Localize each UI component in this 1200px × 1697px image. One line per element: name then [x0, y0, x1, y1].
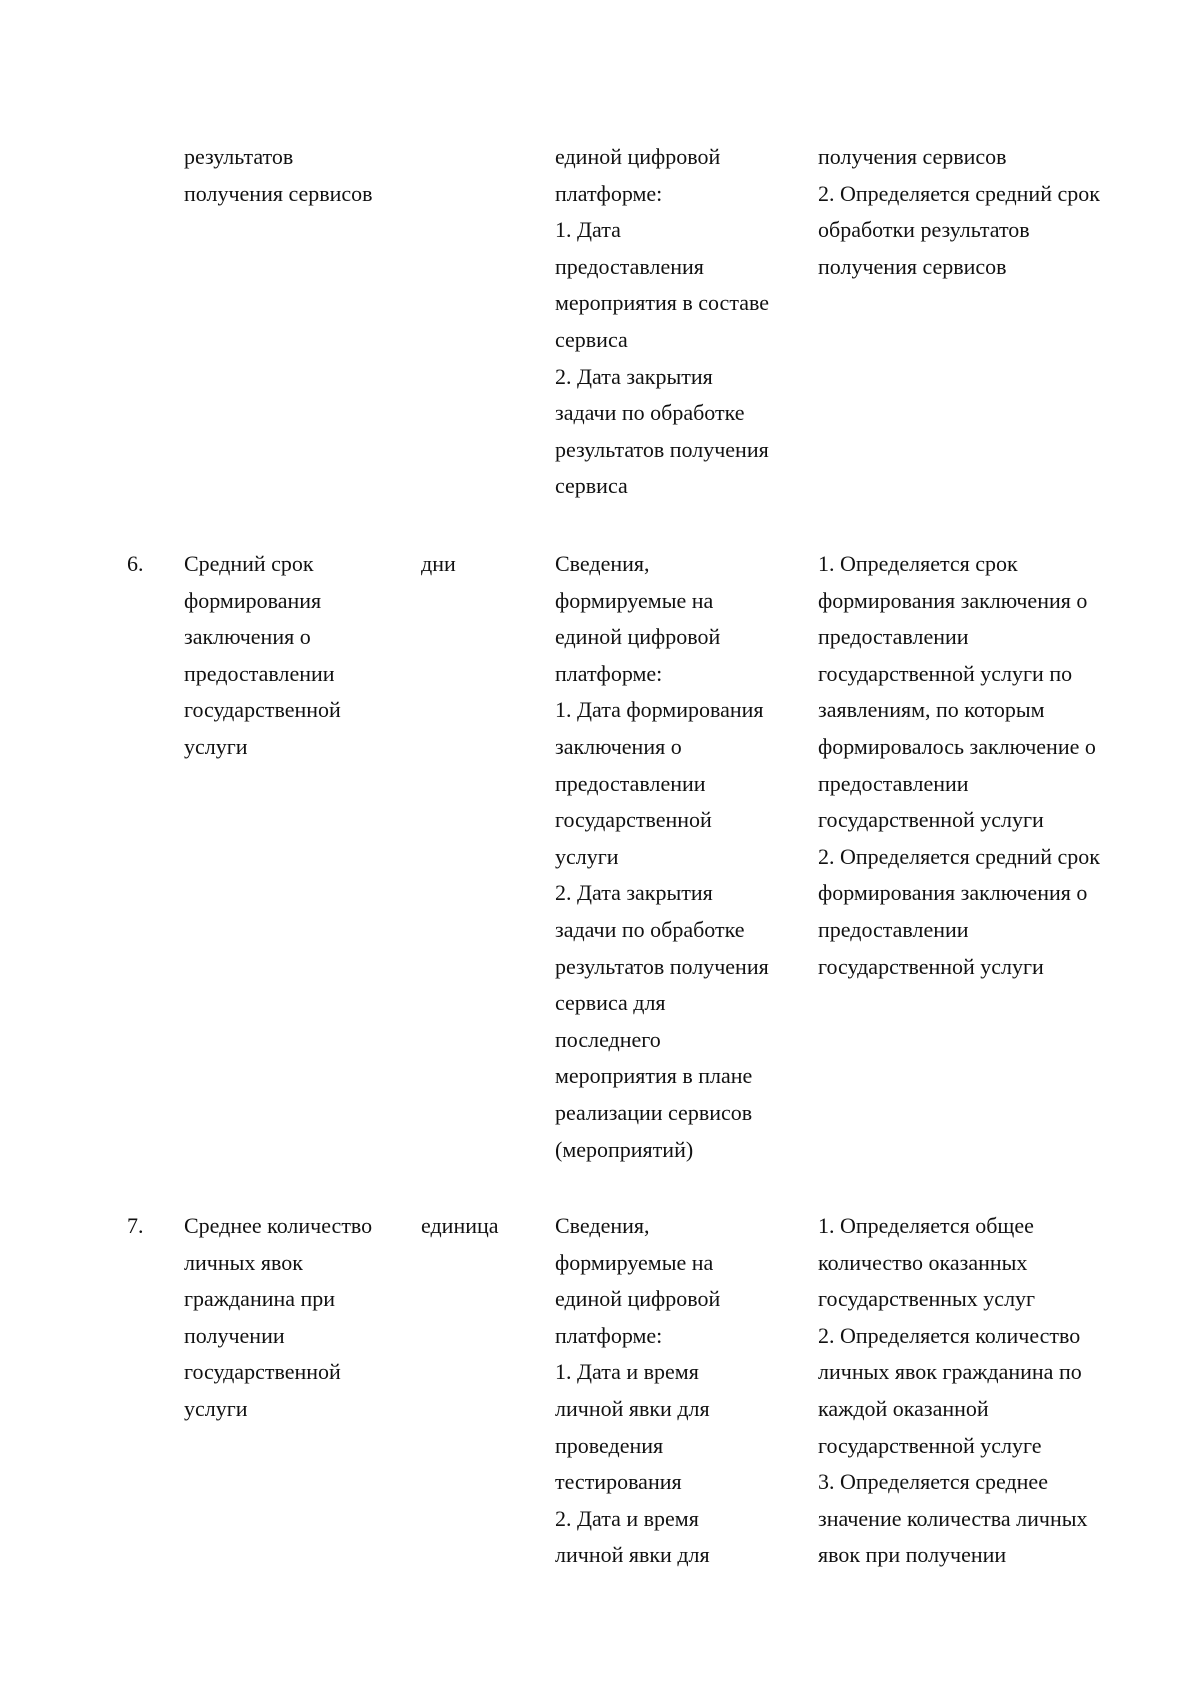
text-line: 2. Определяется средний срок	[818, 843, 1100, 869]
text-line: сервиса	[555, 473, 628, 499]
calculation-method	[818, 546, 1100, 985]
text-line: предоставлении	[818, 624, 969, 650]
text-line: формирования заключения о	[818, 587, 1088, 613]
calculation-method	[818, 139, 1100, 285]
text-line: предоставлении	[555, 770, 706, 796]
text-line: 1. Определяется общее	[818, 1213, 1034, 1238]
text-line: формируемые на	[555, 587, 714, 613]
text-line: заявлениям, по которым	[818, 697, 1045, 723]
text-line: количество оказанных	[818, 1249, 1028, 1275]
text-line: формируемые на	[555, 1249, 714, 1275]
text-line: Средний срок	[184, 551, 314, 576]
text-line: 1. Дата формирования	[555, 697, 764, 723]
text-line: 2. Дата и время	[555, 1505, 699, 1531]
text-line: личных явок гражданина по	[818, 1359, 1082, 1385]
text-line: получения сервисов	[184, 180, 373, 206]
calculation-method	[818, 1208, 1088, 1574]
text-line: каждой оказанной	[818, 1395, 989, 1421]
text-line: личных явок	[184, 1249, 303, 1275]
text-line: формирования заключения о	[818, 880, 1088, 906]
text-line: сервиса	[555, 326, 628, 352]
text-line: проведения	[555, 1432, 664, 1458]
text-line: результатов получения	[555, 953, 769, 979]
text-line: мероприятия в плане	[555, 1063, 753, 1089]
text-line: гражданина при	[184, 1286, 336, 1312]
text-line: Сведения,	[555, 551, 650, 576]
text-line: последнего	[555, 1026, 661, 1052]
text-line: Среднее количество	[184, 1213, 373, 1238]
text-line: (мероприятий)	[555, 1136, 694, 1162]
text-line: государственной услуги по	[818, 660, 1073, 686]
text-line: единой цифровой	[555, 1286, 721, 1312]
text-line: значение количества личных	[818, 1505, 1088, 1531]
unit-of-measure: дни	[421, 551, 456, 576]
text-line: предоставления	[555, 253, 704, 279]
data-source	[555, 1208, 720, 1574]
text-line: задачи по обработке	[555, 400, 745, 426]
text-line: государственной	[555, 807, 712, 833]
text-line: задачи по обработке	[555, 916, 745, 942]
text-line: государственной услуги	[818, 953, 1044, 979]
text-line: обработки результатов	[818, 217, 1030, 243]
text-line: заключения о	[555, 733, 682, 759]
text-line: платформе:	[555, 660, 663, 686]
unit-of-measure: единица	[421, 1213, 499, 1238]
text-line: получении	[184, 1322, 285, 1348]
text-line: результатов	[184, 144, 294, 169]
data-source	[555, 139, 769, 505]
text-line: 3. Определяется среднее	[818, 1469, 1048, 1495]
text-line: реализации сервисов	[555, 1099, 753, 1125]
text-line: 2. Дата закрытия	[555, 880, 713, 906]
text-line: платформе:	[555, 1322, 663, 1348]
text-line: явок при получении	[818, 1542, 1007, 1568]
text-line: 2. Определяется средний срок	[818, 180, 1100, 206]
text-line: услуги	[184, 1395, 248, 1421]
text-line: личной явки для	[555, 1542, 710, 1568]
text-line: мероприятия в составе	[555, 290, 769, 316]
text-line: государственной услуги	[818, 807, 1044, 833]
text-line: предоставлении	[818, 916, 969, 942]
text-line: получения сервисов	[818, 144, 1007, 169]
row-number: 7.	[127, 1213, 144, 1238]
text-line: личной явки для	[555, 1395, 710, 1421]
text-line: единой цифровой	[555, 144, 721, 169]
row-number: 6.	[127, 551, 144, 576]
text-line: услуги	[184, 733, 248, 759]
text-line: заключения о	[184, 624, 311, 650]
text-line: государственной	[184, 1359, 341, 1385]
indicator-name	[184, 139, 373, 212]
text-line: 1. Определяется срок	[818, 551, 1018, 576]
data-source	[555, 546, 769, 1168]
text-line: формировалось заключение о	[818, 733, 1096, 759]
text-line: формирования	[184, 587, 322, 613]
text-line: государственной	[184, 697, 341, 723]
indicator-name	[184, 1208, 372, 1428]
text-line: 2. Определяется количество	[818, 1322, 1081, 1348]
text-line: Сведения,	[555, 1213, 650, 1238]
indicator-name	[184, 546, 341, 766]
text-line: государственных услуг	[818, 1286, 1036, 1312]
text-line: государственной услуге	[818, 1432, 1042, 1458]
text-line: предоставлении	[184, 660, 335, 686]
text-line: 2. Дата закрытия	[555, 363, 713, 389]
text-line: платформе:	[555, 180, 663, 206]
text-line: единой цифровой	[555, 624, 721, 650]
text-line: 1. Дата	[555, 217, 621, 243]
text-line: результатов получения	[555, 436, 769, 462]
text-line: 1. Дата и время	[555, 1359, 699, 1385]
text-line: услуги	[555, 843, 619, 869]
text-line: тестирования	[555, 1469, 682, 1495]
text-line: сервиса для	[555, 990, 666, 1016]
text-line: получения сервисов	[818, 253, 1007, 279]
text-line: предоставлении	[818, 770, 969, 796]
